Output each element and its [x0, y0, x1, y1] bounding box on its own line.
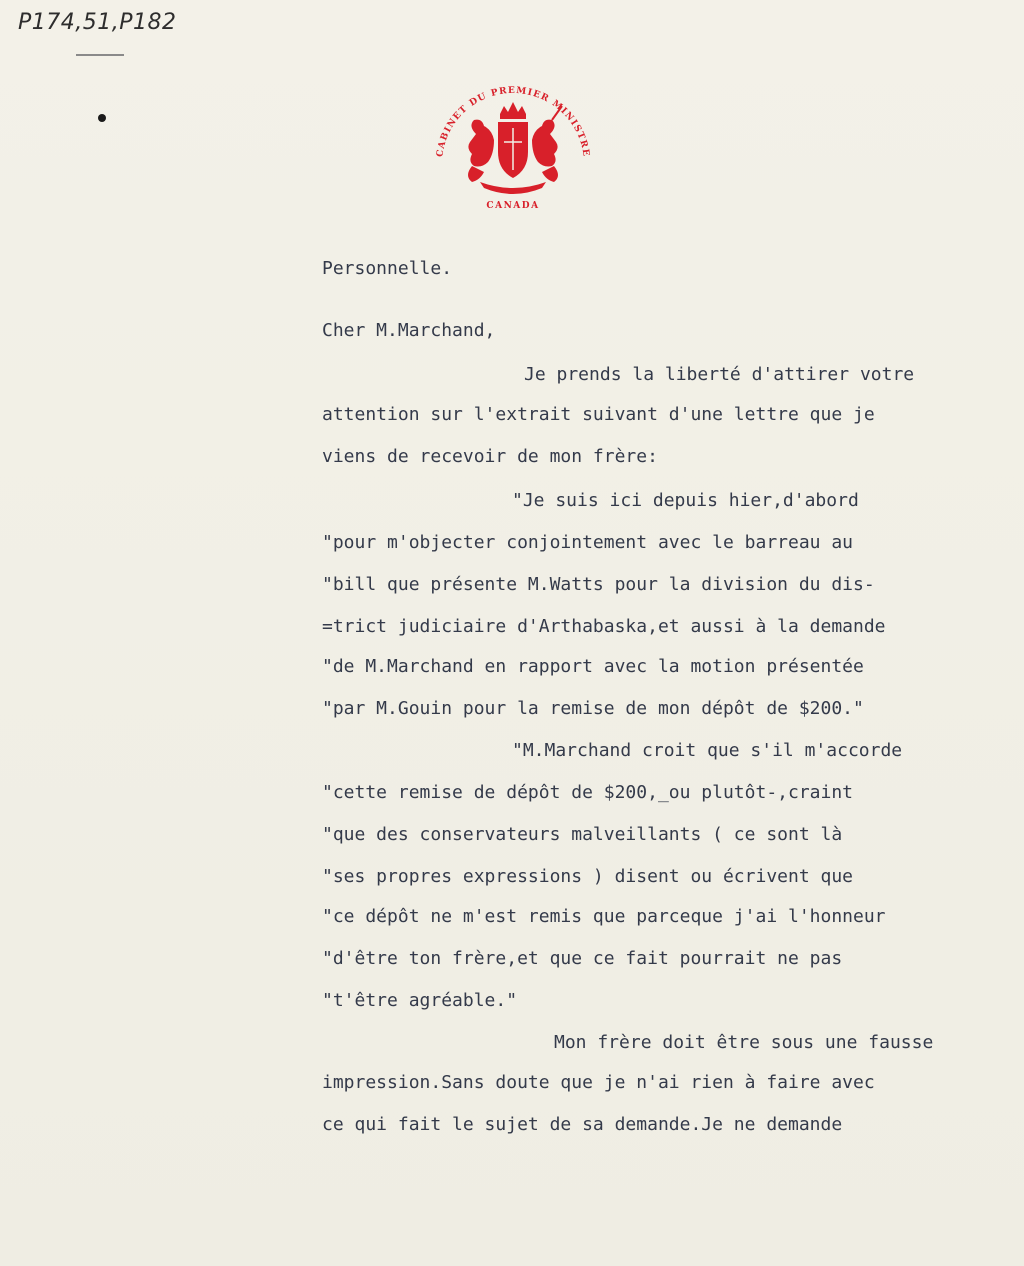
quote-line: "t'être agréable.": [322, 990, 518, 1011]
text-line: viens de recevoir de mon frère:: [322, 446, 658, 467]
text-line: Je prends la liberté d'attirer votre: [524, 364, 915, 385]
quote-line: "ses propres expressions ) disent ou écrivent que: [322, 866, 854, 887]
quote-line: "M.Marchand croit que s'il m'accorde: [512, 740, 903, 761]
quote-line: "par M.Gouin pour la remise de mon dépôt de $200.": [322, 698, 864, 719]
quote-line: "d'être ton frère,et que ce fait pourrait ne pas: [322, 948, 843, 969]
text-line: Mon frère doit être sous une fausse: [554, 1032, 934, 1053]
classification: Personnelle.: [322, 258, 453, 279]
text-line: attention sur l'extrait suivant d'une lettre que je: [322, 404, 875, 425]
quote-line: "bill que présente M.Watts pour la division du dis-: [322, 574, 875, 595]
quote-line: "que des conservateurs malveillants ( ce sont là: [322, 824, 843, 845]
quote-line: "de M.Marchand en rapport avec la motion présentée: [322, 656, 864, 677]
salutation: Cher M.Marchand,: [322, 320, 496, 341]
text-line: ce qui fait le sujet de sa demande.Je ne demande: [322, 1114, 843, 1135]
quote-line: "pour m'objecter conjointement avec le barreau au: [322, 532, 854, 553]
text-line: impression.Sans doute que je n'ai rien à faire avec: [322, 1072, 875, 1093]
archive-reference: P174,51,P182: [18, 10, 177, 35]
quote-line: "ce dépôt ne m'est remis que parceque j'ai l'honneur: [322, 906, 886, 927]
seal-arc-text: CABINET DU PREMIER MINISTRE: [435, 85, 591, 158]
quote-line: "cette remise de dépôt de $200,_ou plutôt-,craint: [322, 782, 854, 803]
seal-country: CANADA: [486, 201, 540, 211]
quote-line: =trict judiciaire d'Arthabaska,et aussi à la demande: [322, 616, 886, 637]
quote-line: "Je suis ici depuis hier,d'abord: [512, 490, 859, 511]
